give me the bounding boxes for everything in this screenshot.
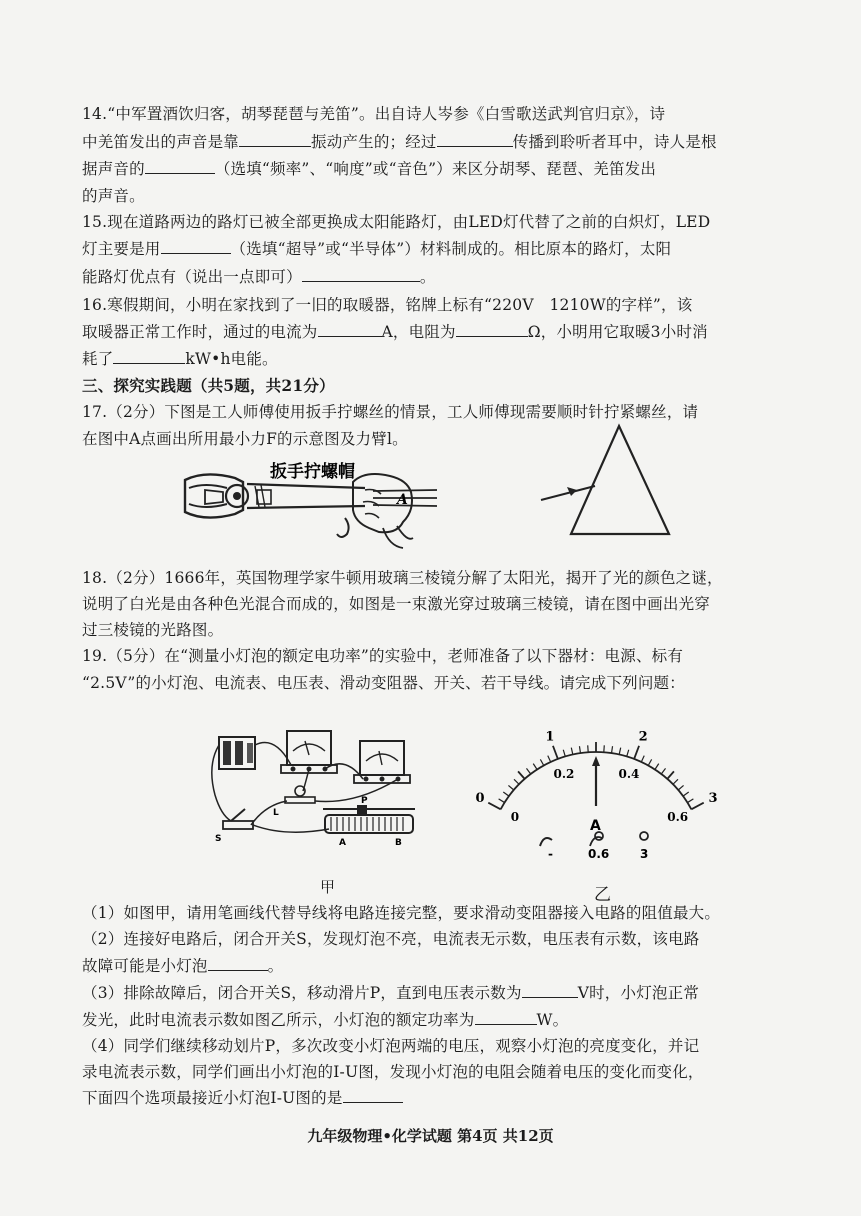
q16-line1: 16.寒假期间，小明在家找到了一旧的取暖器，铭牌上标有“220V 1210W的字样”，该 (82, 296, 693, 314)
figure-b-caption: 乙 (594, 885, 611, 905)
q18-line2: 说明了白光是由各种色光混合而成的，如图是一束激光穿过玻璃三棱镜，请在图中画出光穿 (82, 595, 711, 613)
terminal-neg-label: - (548, 847, 553, 861)
q15-line3 (82, 267, 436, 287)
dial-tick (641, 756, 644, 762)
q19-part2-line2 (82, 956, 283, 976)
dial-top-label: 0 (475, 791, 485, 807)
dial-tick (514, 779, 519, 784)
dial-top-label: 3 (708, 791, 718, 807)
dial-tick (488, 803, 500, 810)
q16-blank-1[interactable] (318, 322, 382, 337)
q16-text: Ω，小明用它取暖3小时消 (527, 323, 708, 341)
q17-line1: 17.（2分）下图是工人师傅使用扳手拧螺丝的情景，工人师傅现需要顺时针拧紧螺丝，请 (82, 403, 699, 421)
end-a-label: A (339, 838, 346, 848)
dial-tick (612, 746, 613, 753)
q19-blank-3[interactable] (475, 1010, 537, 1025)
dial-tick (548, 756, 551, 762)
dial-tick (691, 803, 703, 810)
dial-tick (673, 779, 678, 784)
dial-unit: A (590, 818, 601, 834)
dial-top-label: 2 (638, 729, 648, 745)
q15-text: 能路灯优点有（说出一点即可） (82, 268, 302, 286)
q16-text: A，电阻为 (381, 323, 456, 341)
q16-text: 取暖器正常工作时，通过的电流为 (82, 323, 318, 341)
terminal-3-label: 3 (640, 847, 649, 861)
q15-line1: 15.现在道路两边的路灯已被全部更换成太阳能路灯，由LED灯代替了之前的白炽灯，LED (82, 213, 711, 231)
dial-bottom-label: 0.2 (553, 766, 575, 781)
q19-text: W。 (536, 1011, 569, 1029)
q19-part2-line1: （2）连接好电路后，闭合开关S，发现灯泡不亮，电流表无示数，电压表有示数，该电路 (82, 930, 700, 948)
q19-line2: “2.5V”的小灯泡、电流表、电压表、滑动变阻器、开关、若干导线。请完成下列问题： (82, 674, 685, 692)
pointer-arrow-icon (592, 756, 600, 766)
q15-text: 灯主要是用 (82, 240, 161, 258)
wrench-figure-title: 扳手拧螺帽 (270, 462, 355, 482)
q14-blank-3[interactable] (145, 159, 215, 174)
dial-top-label: 1 (545, 729, 555, 745)
switch-label: S (215, 834, 222, 844)
dial-tick (540, 759, 543, 765)
dial-tick (667, 771, 674, 779)
q14-line2 (82, 132, 717, 152)
dial-tick (648, 759, 651, 765)
wrench-figure (175, 430, 440, 555)
dial-tick (678, 785, 683, 790)
end-b-label: B (395, 838, 402, 848)
q16-text: 耗了 (82, 350, 114, 368)
dial-tick (571, 748, 573, 755)
dial-tick (533, 764, 537, 770)
prism-triangle (571, 426, 669, 534)
dial-tick (503, 792, 509, 796)
q14-text: 中羌笛发出的声音是靠 (82, 133, 240, 151)
dial-tick (526, 768, 530, 774)
dial-bottom-scale (511, 767, 688, 824)
q14-text: 据声音的 (82, 160, 145, 178)
q19-blank-1[interactable] (208, 956, 268, 971)
terminal-06-label: 0.6 (588, 847, 610, 861)
q19-text: （3）排除故障后，闭合开关S，移动滑片P，直到电压表示数为 (82, 984, 522, 1002)
circuit-figure (205, 725, 435, 875)
ammeter-dial-figure (475, 710, 718, 870)
dial-tick (655, 764, 659, 770)
q19-part3-line2 (82, 1010, 568, 1030)
q16-line2 (82, 322, 708, 342)
dial-tick (499, 799, 505, 803)
q19-part3-line1 (82, 983, 699, 1003)
ray-arrow-icon (567, 487, 577, 496)
dial-tick (563, 750, 565, 757)
point-a-label: A (397, 492, 408, 508)
q15-blank-2[interactable] (302, 267, 420, 282)
q19-part4-line2: 录电流表示数，同学们画出小灯泡的I-U图，发现小灯泡的电阻会随着电压的变化而变化， (82, 1063, 704, 1081)
q14-text: 传播到聆听者耳中，诗人是根 (512, 133, 717, 151)
q14-line1: 14.“中军置酒饮归客，胡琴琵琶与羌笛”。出自诗人岑参《白雪歌送武判官归京》，诗 (82, 105, 666, 123)
q16-text: kW•h电能。 (185, 350, 278, 368)
page-footer: 九年级物理•化学试题 第4页 共12页 (307, 1127, 554, 1145)
dial-tick (508, 785, 513, 790)
dial-tick (604, 745, 605, 752)
rheostat-icon (325, 815, 413, 833)
dial-tick (687, 799, 693, 803)
slider-label: P (361, 796, 368, 806)
section-heading: 三、探究实践题（共5题，共21分） (82, 376, 335, 395)
dial-bottom-label: 0.4 (618, 766, 640, 781)
dial-bottom-label: 0.6 (667, 809, 689, 824)
q19-line1: 19.（5分）在“测量小灯泡的额定电功率”的实验中，老师准备了以下器材：电源、标有 (82, 647, 684, 665)
dial-tick (661, 768, 665, 774)
q19-blank-4[interactable] (343, 1088, 403, 1103)
q19-text: 发光，此时电流表示数如图乙所示，小灯泡的额定功率为 (82, 1011, 475, 1029)
dial-bottom-label: 0 (510, 809, 520, 824)
dial-tick (553, 746, 558, 759)
q17-line2: 在图中A点画出所用最小力F的示意图及力臂l。 (82, 430, 408, 448)
prism-figure (535, 420, 690, 545)
q14-blank-1[interactable] (239, 132, 311, 147)
voltmeter-icon (360, 741, 404, 775)
q19-text: 。 (267, 957, 284, 975)
dial-tick (619, 748, 621, 755)
terminal-neg-icon (540, 838, 552, 846)
q16-line3 (82, 349, 278, 369)
lamp-label: L (273, 808, 279, 818)
q15-text: （选填“超导”或“半导体”）材料制成的。相比原本的路灯，太阳 (230, 240, 672, 258)
dial-tick (627, 750, 629, 757)
q19-part4-line3 (82, 1088, 403, 1108)
q18-line3: 过三棱镜的光路图。 (82, 621, 224, 639)
q15-line2 (82, 239, 671, 259)
q14-blank-2[interactable] (437, 132, 513, 147)
dial-tick (683, 792, 689, 796)
dial-tick (579, 746, 580, 753)
q18-line1: 18.（2分）1666年，英国物理学家牛顿用玻璃三棱镜分解了太阳光，揭开了光的颜色之谜， (82, 569, 723, 587)
q19-part1: （1）如图甲，请用笔画线代替导线将电路连接完整，要求滑动变阻器接入电路的阻值最大。 (82, 904, 721, 922)
dial-tick (518, 771, 525, 779)
q19-text: 故障可能是小灯泡 (82, 957, 208, 975)
q19-text: 下面四个选项最接近小灯泡I-U图的是 (82, 1089, 343, 1107)
q16-blank-3[interactable] (113, 349, 185, 364)
q14-text: 振动产生的；经过 (311, 133, 437, 151)
q19-text: V时，小灯泡正常 (577, 984, 700, 1002)
q19-blank-2[interactable] (522, 983, 578, 998)
q15-blank-1[interactable] (161, 239, 231, 254)
dial-tick (588, 745, 589, 752)
q16-blank-2[interactable] (456, 322, 528, 337)
q14-line3 (82, 159, 656, 179)
terminal-3-icon (640, 832, 648, 840)
q14-line4: 的声音。 (82, 187, 145, 205)
ammeter-icon (287, 731, 331, 765)
q14-text: （选填“频率”、“响度”或“音色”）来区分胡琴、琵琶、羌笛发出 (214, 160, 657, 178)
figure-a-caption: 甲 (320, 878, 336, 896)
q19-part4-line1: （4）同学们继续移动划片P，多次改变小灯泡两端的电压，观察小灯泡的亮度变化，并记 (82, 1037, 700, 1055)
dial-tick (634, 746, 639, 759)
q15-text: 。 (419, 268, 436, 286)
switch-icon (223, 821, 253, 829)
